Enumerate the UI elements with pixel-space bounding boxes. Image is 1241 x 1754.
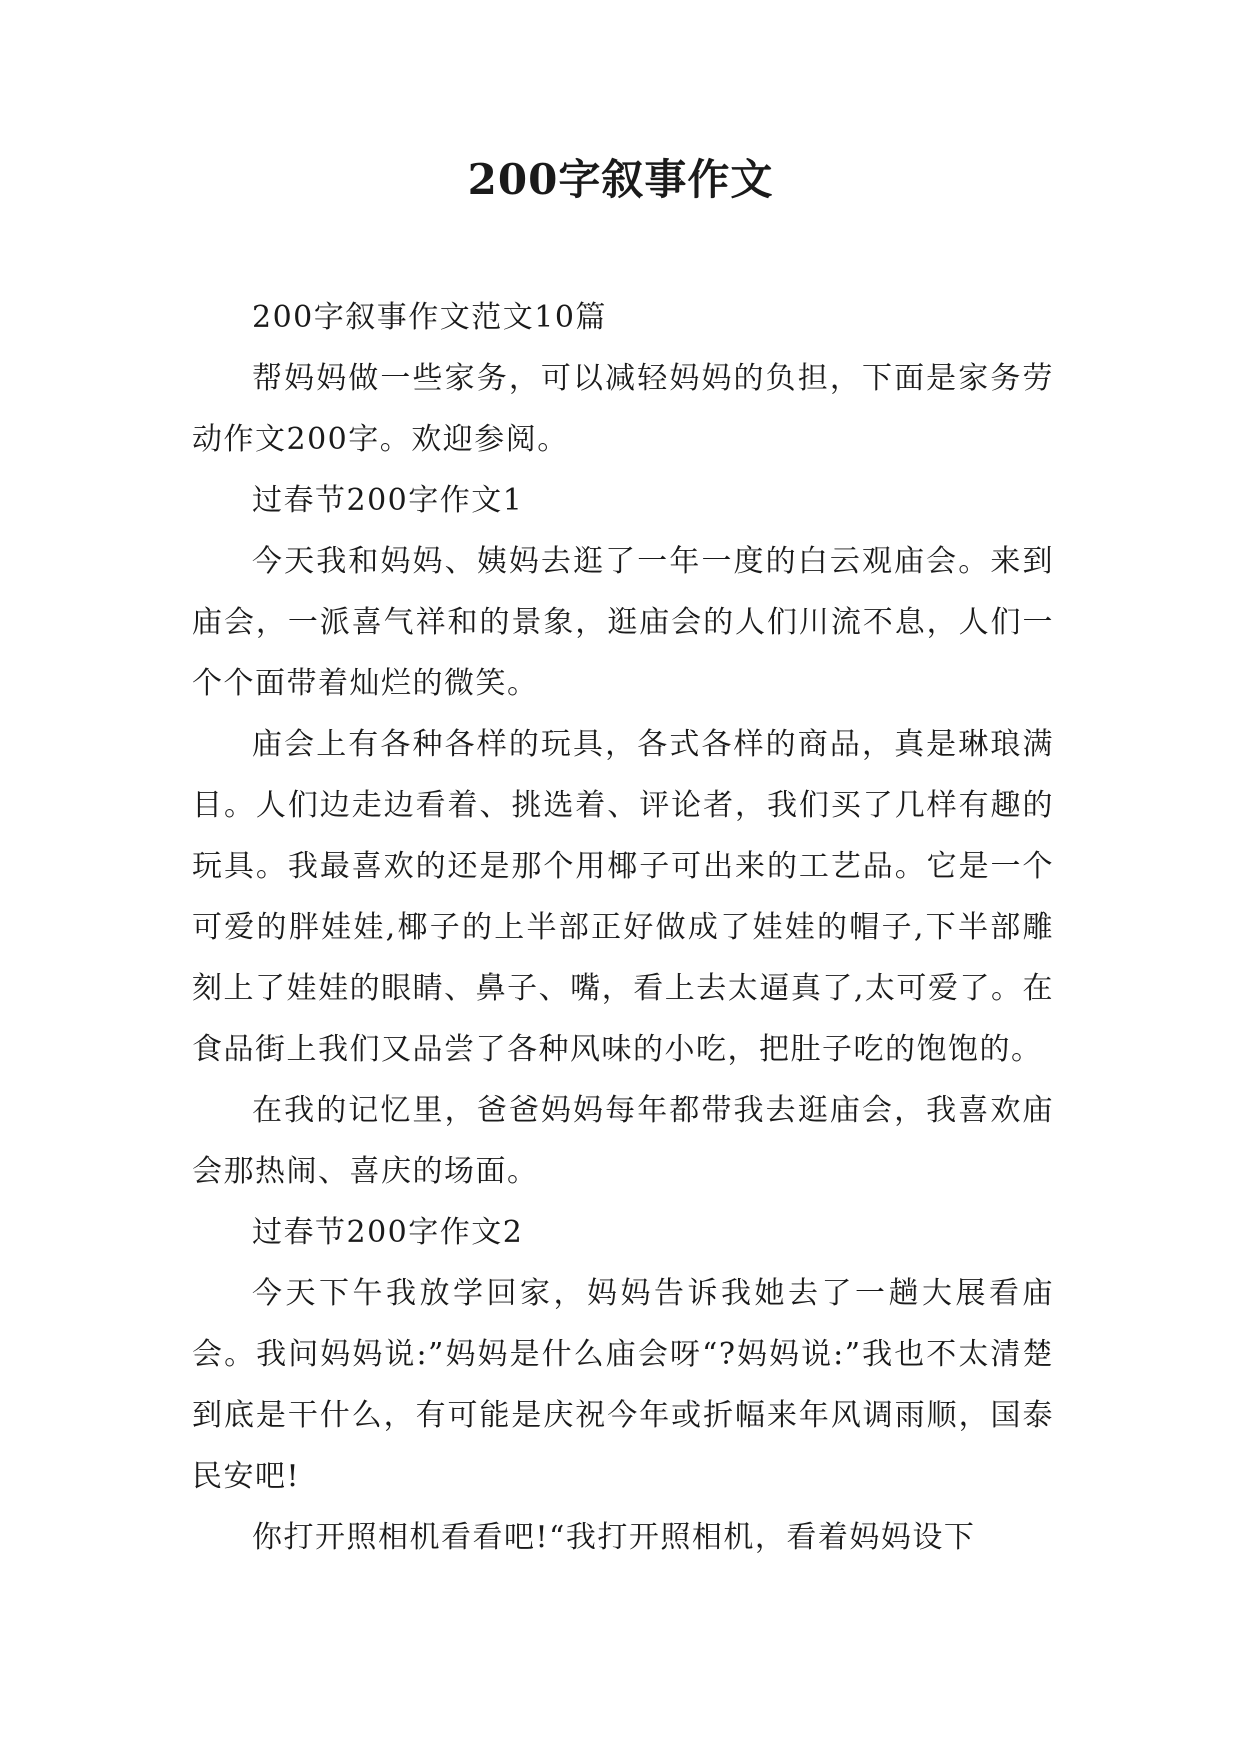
paragraph: 庙会上有各种各样的玩具，各式各样的商品，真是琳琅满目。人们边走边看着、挑选着、评论者，我们买了几样有趣的玩具。我最喜欢的还是那个用椰子可出来的工艺品。它是一个可爱的胖娃娃,椰子的上半部正好做成了娃娃的帽子,下半部雕刻上了娃娃的眼睛、鼻子、嘴，看上去太逼真了,太可爱了。在食品街上我们又品尝了各种风味的小吃，把肚子吃的饱饱的。 (192, 727, 1054, 1067)
document-body (192, 287, 1054, 1568)
paragraph: 今天我和妈妈、姨妈去逛了一年一度的白云观庙会。来到庙会，一派喜气祥和的景象，逛庙会的人们川流不息，人们一个个面带着灿烂的微笑。 (192, 544, 1054, 701)
paragraph: 在我的记忆里，爸爸妈妈每年都带我去逛庙会，我喜欢庙会那热闹、喜庆的场面。 (192, 1093, 1054, 1189)
paragraph: 今天下午我放学回家，妈妈告诉我她去了一趟大展看庙会。我问妈妈说:”妈妈是什么庙会呀“?妈妈说:”我也不太清楚到底是干什么，有可能是庆祝今年或折幅来年风调雨顺，国泰民安吧! (192, 1276, 1054, 1494)
paragraph-subtitle: 200字叙事作文范文10篇 (252, 300, 607, 335)
section-heading-1: 过春节200字作文1 (252, 483, 524, 518)
document-title: 200字叙事作文 (467, 155, 774, 204)
paragraph-intro: 帮妈妈做一些家务，可以减轻妈妈的负担，下面是家务劳动作文200字。欢迎参阅。 (192, 361, 1054, 457)
section-heading-2: 过春节200字作文2 (252, 1215, 524, 1250)
paragraph: 你打开照相机看看吧!“我打开照相机，看着妈妈设下 (252, 1520, 976, 1555)
